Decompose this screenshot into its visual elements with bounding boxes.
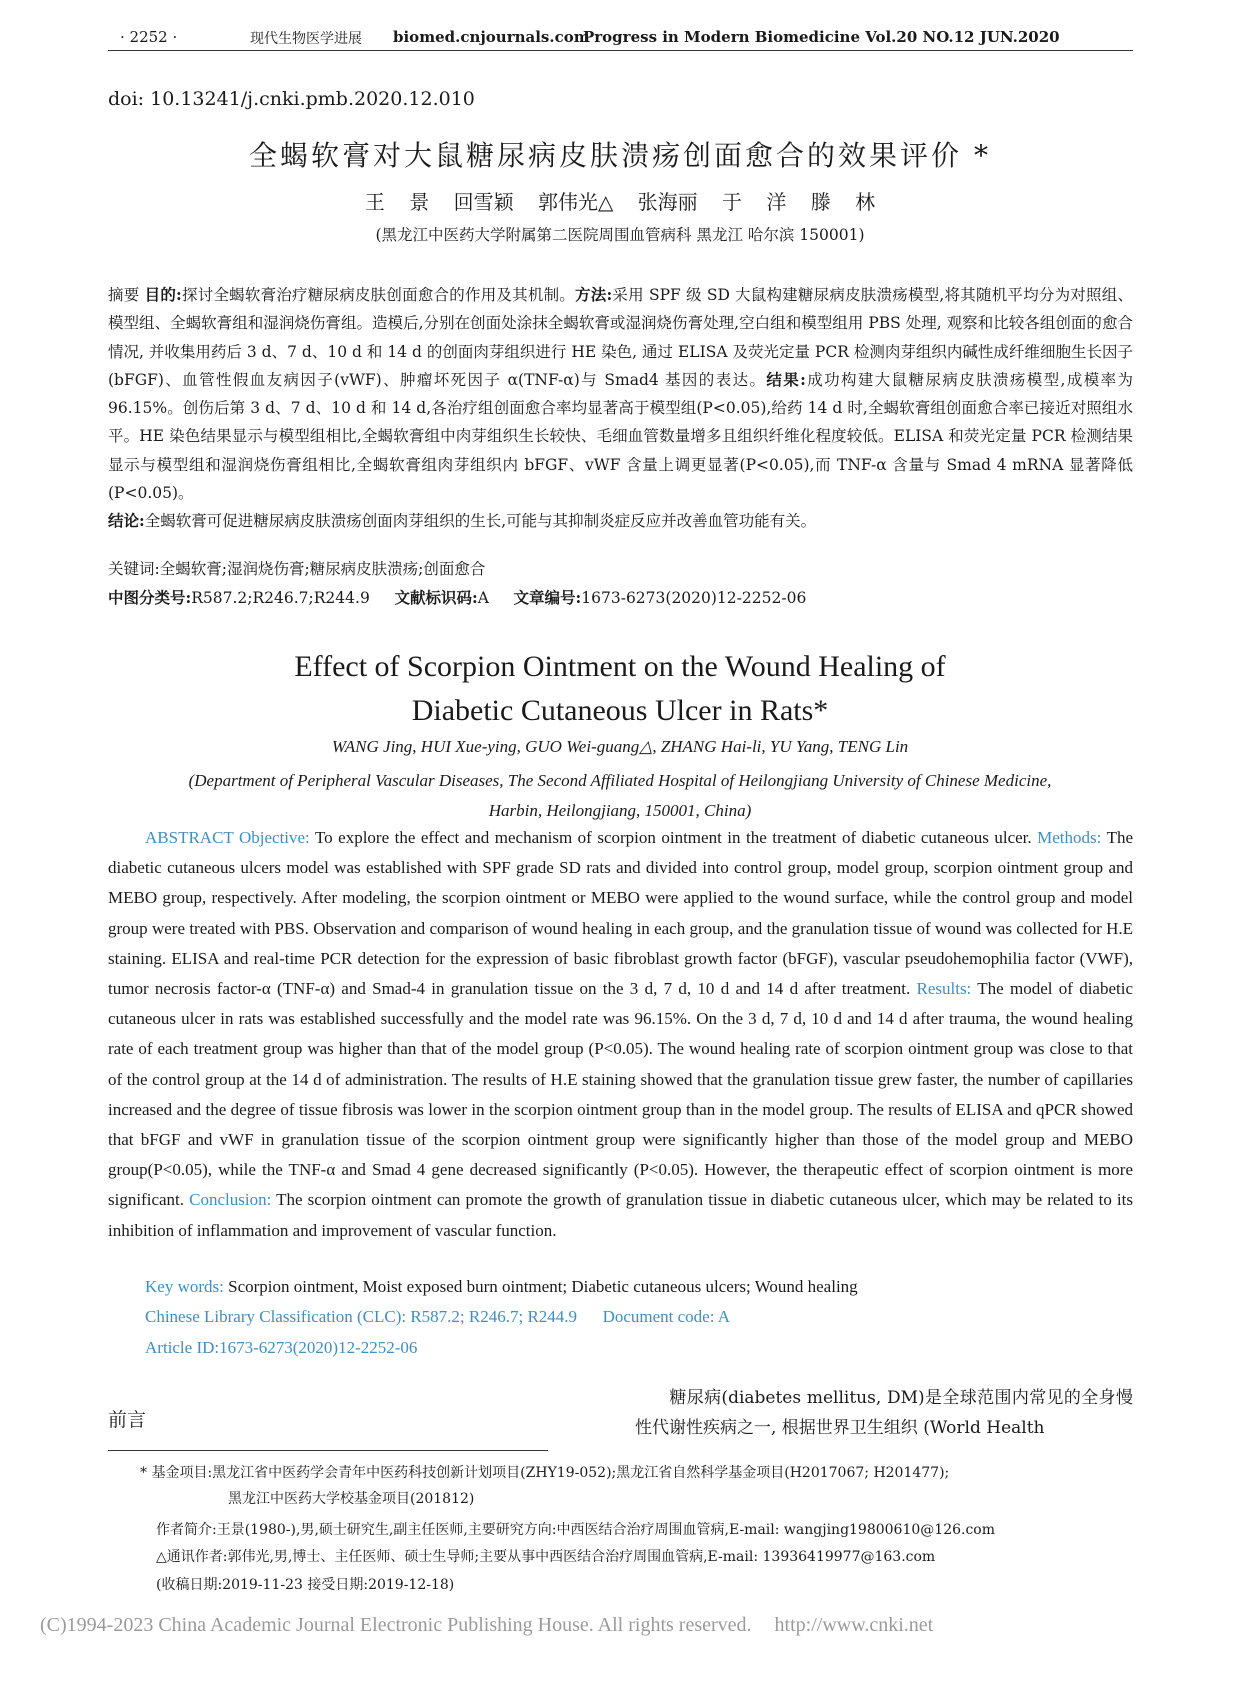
en-results: The model of diabetic cutaneous ulcer in rats was established successfully and the model rate was 96.15%. On the 3 d, 7 d, 10 d and 14 d after trauma, the wound healing rate of each treatment group was higher than that of the model group (P<0.05). The wound healing rate of scorpion ointment group was close to that of the control group at the 14 d of administration. The results of H.E staining showed that the granulation tissue grew faster, the number of capillaries increased and the degree of tissue fibrosis was lower in the scorpion ointment group than in the model group. The results of ELISA and qPCR showed that bFGF and vWF in granulation tissue of the scorpion ointment group were significantly higher than those of the model group and MEBO group(P<0.05), while the TNF-α and Smad 4 gene decreased significantly (P<0.05). However, the therapeutic effect of scorpion ointment is more significant. — [108, 979, 1134, 1210]
cn-conclusion-label: 结论: — [108, 511, 145, 531]
copyright-text: (C)1994-2023 China Academic Journal Electronic Publishing House. All rights reserved. — [40, 1614, 752, 1636]
intro-text: 糖尿病(diabetes mellitus, DM)是全球范围内常见的全身慢性代谢性疾病之一, 根据世界卫生组织 (World Health — [635, 1388, 1133, 1438]
header-rule — [108, 50, 1133, 51]
cn-clc: R587.2;R246.7;R244.9 — [191, 589, 370, 607]
cn-doccode: A — [477, 589, 489, 607]
en-doccode: Document code: A — [602, 1307, 731, 1326]
cn-methods-label: 方法: — [575, 285, 613, 304]
en-keywords-line — [145, 1277, 858, 1297]
page-number: · 2252 · — [120, 28, 178, 46]
en-classification-line — [145, 1307, 730, 1327]
en-affiliation — [0, 766, 1240, 826]
en-keywords: Scorpion ointment, Moist exposed burn ointment; Diabetic cutaneous ulcers; Wound healing — [228, 1277, 858, 1296]
en-affiliation-line2: Harbin, Heilongjiang, 150001, China) — [488, 801, 752, 820]
journal-name-cn: 现代生物医学进展 — [250, 31, 362, 47]
en-keywords-label: Key words: — [145, 1277, 224, 1296]
cn-abstract — [108, 281, 1133, 536]
cn-title: 全蝎软膏对大鼠糖尿病皮肤溃疡创面愈合的效果评价 * — [249, 139, 991, 172]
en-methods: The diabetic cutaneous ulcers model was established with SPF grade SD rats and divided into control group, model group, scorpion ointment group and MEBO group, respectively. After modeling, the scorpion ointment or MEBO were applied to the wound surface, while the control group and model group were treated with PBS. Observation and comparison of wound healing in each group, and the granulation tissue of wound was collected for H.E staining. ELISA and real-time PCR detection for the expression of basic fibroblast growth factor (bFGF), vascular pseudohemophilia factor (VWF), tumor necrosis factor-α (TNF-α) and Smad-4 in granulation tissue on the 3 d, 7 d, 10 d and 14 d after treatment. — [108, 828, 1133, 999]
footnote-funding-2: 黑龙江中医药大学校基金项目(201812) — [228, 1491, 475, 1507]
footnote-corresponding: △通讯作者:郭伟光,男,博士、主任医师、硕士生导师;主要从事中西医结合治疗周围血管病,E-mail: 13936419977@163.com — [156, 1549, 936, 1565]
cn-clc-label: 中图分类号: — [108, 588, 192, 607]
en-articleid: Article ID:1673-6273(2020)12-2252-06 — [145, 1338, 418, 1357]
cn-objective-label: 目的: — [144, 285, 182, 304]
copyright-notice — [40, 1614, 933, 1637]
en-conclusion-label: Conclusion: — [189, 1190, 272, 1210]
en-title — [0, 645, 1240, 733]
cn-classification — [108, 586, 806, 608]
preface-heading: 前言 — [108, 1409, 147, 1431]
doi: doi: 10.13241/j.cnki.pmb.2020.12.010 — [108, 88, 475, 110]
cn-abstract-label: 摘要 — [108, 286, 140, 304]
cn-articleid-label: 文章编号: — [513, 588, 582, 607]
cnki-link[interactable]: http://www.cnki.net — [774, 1614, 934, 1636]
cn-results: 成功构建大鼠糖尿病皮肤溃疡模型,成模率为 96.15%。创伤后第 3 d、7 d、10 d 和 14 d,各治疗组创面愈合率均显著高于模型组(P<0.05),给药 14 d 时,全蝎软膏组创面愈合率已接近对照组水平。HE 染色结果显示与模型组相比,全蝎软膏组中肉芽组织生长较快、毛细血管数量增多且组织纤维化程度较低。ELISA 和荧光定量 PCR 检测结果显示与模型组和湿润烧伤膏组相比,全蝎软膏组肉芽组织内 bFGF、vWF 含量上调更显著(P<0.05),而 TNF-α 含量与 Smad 4 mRNA 显著降低(P<0.05)。 — [108, 370, 1133, 503]
en-abstract — [108, 823, 1133, 1246]
intro-paragraph — [635, 1383, 1133, 1443]
cn-authors: 王 景 回雪颖 郭伟光△ 张海丽 于 洋 滕 林 — [364, 190, 876, 214]
cn-results-label: 结果: — [766, 369, 806, 389]
en-results-label: Results: — [916, 979, 972, 999]
footnote-rule — [108, 1450, 548, 1451]
cn-methods: 采用 SPF 级 SD 大鼠构建糖尿病皮肤溃疡模型,将其随机平均分为对照组、模型组、全蝎软膏组和湿润烧伤膏组。造模后,分别在创面处涂抹全蝎软膏或湿润烧伤膏处理,空白组和模型组用 PBS 处理, 观察和比较各组创面的愈合情况, 并收集用药后 3 d、7 d、10 d 和 14 d 的创面肉芽组织进行 HE 染色, 通过 ELISA 及荧光定量 PCR 检测肉芽组织内碱性成纤维细胞生长因子(bFGF)、血管性假血友病因子(vWF)、肿瘤坏死因子 α(TNF-α)与 Smad4 基因的表达。 — [108, 286, 1133, 389]
en-title-line2: Diabetic Cutaneous Ulcer in Rats* — [411, 694, 829, 727]
cn-doccode-label: 文献标识码: — [394, 588, 478, 607]
en-title-line1: Effect of Scorpion Ointment on the Wound Healing of — [294, 650, 946, 683]
cn-affiliation: (黑龙江中医药大学附属第二医院周围血管病科 黑龙江 哈尔滨 150001) — [375, 226, 865, 244]
en-conclusion: The scorpion ointment can promote the growth of granulation tissue in diabetic cutaneous ulcer, which may be related to its inhibition of inflammation and improvement of vascular function. — [108, 1190, 1133, 1240]
en-objective: To explore the effect and mechanism of scorpion ointment in the treatment of diabetic cutaneous ulcer. — [314, 828, 1032, 847]
en-authors: WANG Jing, HUI Xue-ying, GUO Wei-guang△, ZHANG Hai-li, YU Yang, TENG Lin — [331, 737, 909, 756]
footnote-author-info: 作者简介:王景(1980-),男,硕士研究生,副主任医师,主要研究方向:中西医结合治疗周围血管病,E-mail: wangjing19800610@126.com — [156, 1522, 995, 1538]
en-methods-label: Methods: — [1037, 828, 1102, 847]
journal-url[interactable]: biomed.cnjournals.com — [393, 28, 590, 46]
running-header — [120, 28, 1140, 52]
journal-title: Progress in Modern Biomedicine Vol.20 NO.12 JUN.2020 — [583, 28, 1060, 46]
cn-articleid: 1673-6273(2020)12-2252-06 — [581, 589, 807, 607]
footnote-dates: (收稿日期:2019-11-23 接受日期:2019-12-18) — [156, 1577, 455, 1593]
en-clc: Chinese Library Classification (CLC): R587.2; R246.7; R244.9 — [145, 1307, 578, 1326]
en-objective-label: ABSTRACT Objective: — [145, 828, 310, 847]
footnote-funding-1: * 基金项目:黑龙江省中医药学会青年中医药科技创新计划项目(ZHY19-052);黑龙江省自然科学基金项目(H2017067; H201477); — [140, 1465, 950, 1481]
en-affiliation-line1: (Department of Peripheral Vascular Diseases, The Second Affiliated Hospital of Heilongjiang University of Chinese Medicine, — [188, 771, 1052, 790]
cn-objective: 探讨全蝎软膏治疗糖尿病皮肤创面愈合的作用及其机制。 — [181, 286, 576, 304]
cn-conclusion: 全蝎软膏可促进糖尿病皮肤溃疡创面肉芽组织的生长,可能与其抑制炎症反应并改善血管功能有关。 — [144, 512, 817, 531]
cn-keywords: 关键词:全蝎软膏;湿润烧伤膏;糖尿病皮肤溃疡;创面愈合 — [108, 560, 486, 578]
